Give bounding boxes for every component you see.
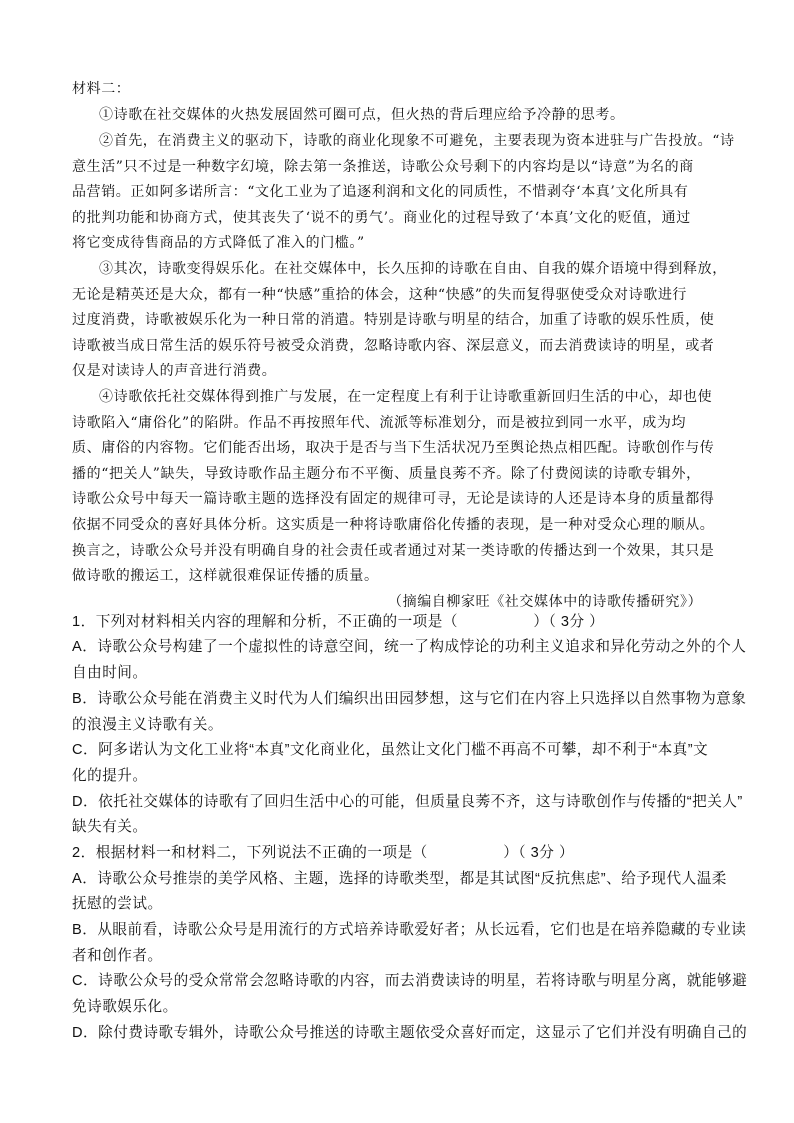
paragraph-line: 诗歌陷入“庸俗化”的陷阱。作品不再按照年代、流派等标准划分，而是被拉到同一水平，成为均 — [72, 415, 687, 431]
material-heading: 材料二： — [72, 81, 131, 97]
option-line: D．依托社交媒体的诗歌有了回归生活中心的可能，但质量良莠不齐，这与诗歌创作与传播的“把关人” — [72, 794, 743, 810]
question-stem: 2．根据材料一和材料二，下列说法不正确的一项是（ ）（ 3分 ） — [72, 845, 575, 861]
paragraph-line: 将它变成待售商品的方式降低了准入的门槛。” — [72, 235, 365, 251]
option-line: A．诗歌公众号推崇的美学风格、主题，选择的诗歌类型，都是其试图“反抗焦虑”、给予现代人温柔 — [72, 871, 727, 887]
option-line: 免诗歌娱乐化。 — [72, 999, 178, 1015]
question-stem: 1．下列对材料相关内容的理解和分析，不正确的一项是（ ）（ 3分 ） — [72, 614, 605, 630]
option-line: B．诗歌公众号能在消费主义时代为人们编织出田园梦想，这与它们在内容上只选择以自然事物为意象 — [72, 691, 747, 707]
paragraph-line: 做诗歌的搬运工，这样就很难保证传播的质量。 — [72, 568, 379, 584]
paragraph-line: ③其次，诗歌变得娱乐化。在社交媒体中，长久压抑的诗歌在自由、自我的媒介语境中得到释放， — [99, 261, 727, 277]
paragraph-line: 质、庸俗的内容物。它们能否出场，取决于是否与当下生活状况乃至舆论热点相匹配。诗歌创作与传 — [72, 440, 715, 456]
paragraph-line: 播的“把关人”缺失，导致诗歌作品主题分布不平衡、质量良莠不齐。除了付费阅读的诗歌专辑外， — [72, 466, 701, 482]
option-line: C．诗歌公众号的受众常常会忽略诗歌的内容，而去消费读诗的明星，若将诗歌与明星分离，就能够避 — [72, 973, 748, 989]
option-line: D．除付费诗歌专辑外，诗歌公众号推送的诗歌主题依受众喜好而定，这显示了它们并没有明确自己的 — [72, 1025, 748, 1041]
paragraph-line: 依据不同受众的喜好具体分析。这实质是一种将诗歌庸俗化传播的表现，是一种对受众心理的顺从。 — [72, 517, 715, 533]
option-line: 自由时间。 — [72, 665, 148, 681]
paragraph-line: 的批判功能和协商方式，使其丧失了‘说不的勇气’。商业化的过程导致了‘本真’文化的贬值，通过 — [72, 210, 691, 226]
paragraph-line: 无论是精英还是大众，都有一种“快感”重拾的体会，这种“快感”的失而复得驱使受众对诗歌进行 — [72, 287, 688, 303]
source-citation: （摘编自柳家旺《社交媒体中的诗歌传播研究》） — [388, 594, 703, 610]
option-line: 抚慰的尝试。 — [72, 896, 163, 912]
option-line: 的浪漫主义诗歌有关。 — [72, 717, 223, 733]
option-line: 化的提升。 — [72, 768, 148, 784]
option-line: A．诗歌公众号构建了一个虚拟性的诗意空间，统一了构成悖论的功利主义追求和异化劳动之外的个人 — [72, 639, 747, 655]
paragraph-line: 诗歌被当成日常生活的娱乐符号被受众消费，忽略诗歌内容、深层意义，而去消费读诗的明星，或者 — [72, 338, 715, 354]
option-line: 者和创作者。 — [72, 948, 163, 964]
paragraph-line: 换言之，诗歌公众号并没有明确自身的社会责任或者通过对某一类诗歌的传播达到一个效果，其只是 — [72, 543, 715, 559]
paragraph-line: 品营销。正如阿多诺所言：“文化工业为了追逐利润和文化的同质性，不惜剥夺‘本真’文化所具有 — [72, 184, 689, 200]
option-line: B．从眼前看，诗歌公众号是用流行的方式培养诗歌爱好者；从长远看，它们也是在培养隐藏的专业读 — [72, 922, 747, 938]
paragraph-line: ④诗歌依托社交媒体得到推广与发展，在一定程度上有利于让诗歌重新回归生活的中心，却也使 — [99, 389, 713, 405]
paragraph-line: 诗歌公众号中每天一篇诗歌主题的选择没有固定的规律可寻，无论是读诗的人还是诗本身的质量都得 — [72, 491, 715, 507]
paragraph-line: 过度消费，诗歌被娱乐化为一种日常的消遣。特别是诗歌与明星的结合，加重了诗歌的娱乐性质，使 — [72, 312, 715, 328]
paragraph-line: 仅是对读诗人的声音进行消费。 — [72, 363, 277, 379]
paragraph-1: ①诗歌在社交媒体的火热发展固然可圈可点，但火热的背后理应给予冷静的思考。 — [99, 107, 625, 123]
paragraph-line: 意生活”只不过是一种数字幻境，除去第一条推送，诗歌公众号剩下的内容均是以“诗意”为名的商 — [72, 159, 694, 175]
option-line: 缺失有关。 — [72, 819, 148, 835]
paragraph-line: ②首先，在消费主义的驱动下，诗歌的商业化现象不可避免，主要表现为资本进驻与广告投放。“诗 — [99, 133, 735, 149]
option-line: C．阿多诺认为文化工业将“本真”文化商业化，虽然让文化门槛不再高不可攀，却不利于“本真”文 — [72, 742, 709, 758]
